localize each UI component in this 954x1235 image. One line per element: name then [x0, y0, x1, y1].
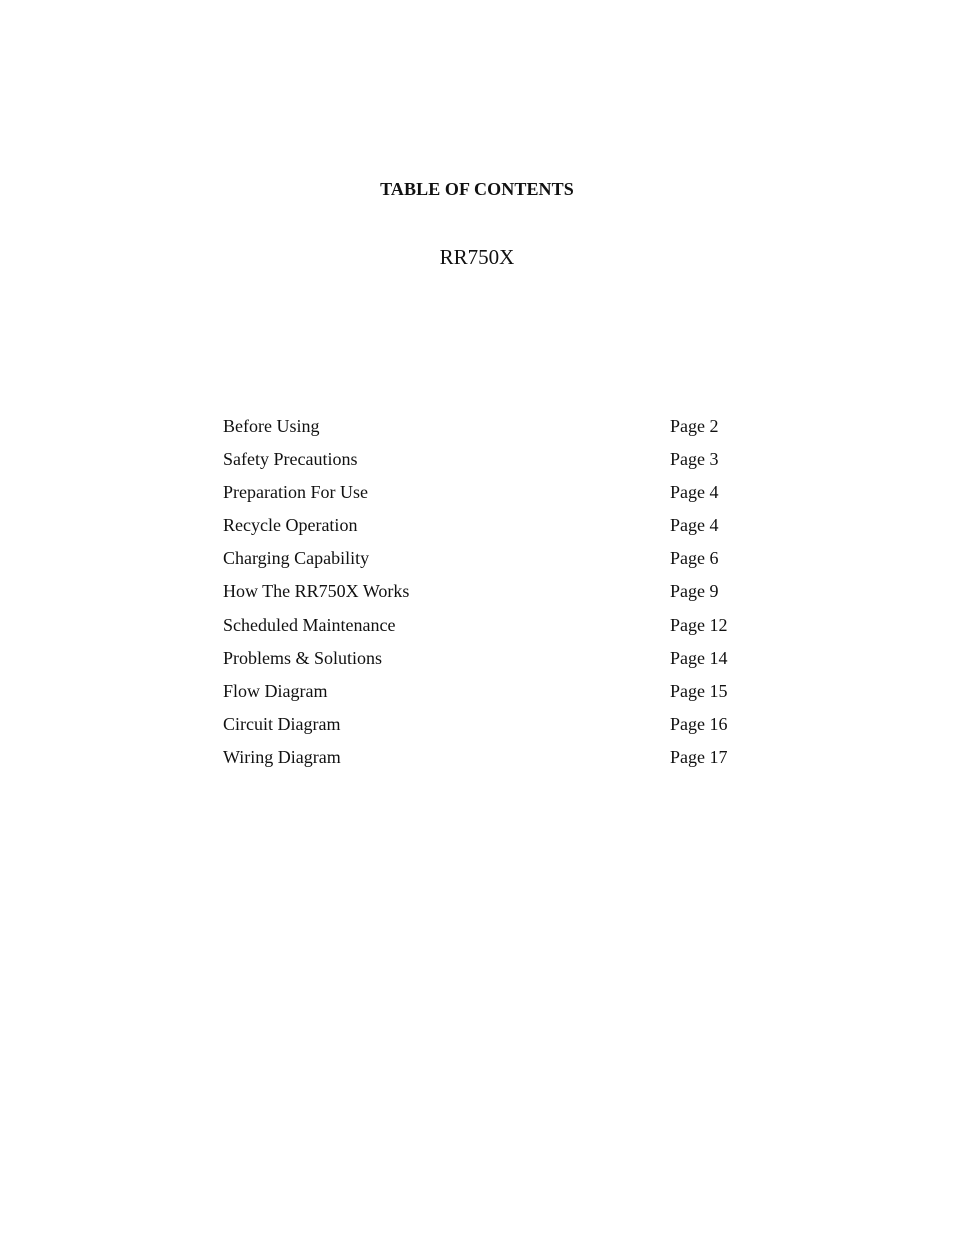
toc-entry: [223, 646, 743, 679]
model-name: RR750X: [439, 245, 515, 269]
toc-entry: [223, 414, 743, 447]
toc-entry-title: Recycle Operation: [223, 515, 358, 536]
toc-entry-page: Page 9: [670, 581, 719, 602]
toc-entry-page: Page 14: [670, 647, 728, 668]
toc-entry-page: Page 4: [670, 482, 719, 503]
toc-entry: [223, 513, 743, 546]
toc-entry-title: Wiring Diagram: [223, 746, 341, 767]
toc-entry-page: Page 3: [670, 449, 719, 470]
table-of-contents: [223, 414, 743, 778]
toc-entry-page: Page 2: [670, 416, 719, 436]
page-title: TABLE OF CONTENTS: [380, 179, 574, 199]
toc-entry: [223, 579, 743, 612]
toc-entry: [223, 712, 743, 745]
toc-entry-title: Before Using: [223, 416, 320, 436]
toc-entry-title: Problems & Solutions: [223, 647, 383, 668]
toc-entry: [223, 745, 743, 778]
toc-entry: [223, 480, 743, 513]
toc-entry-page: Page 16: [670, 713, 728, 734]
toc-entry-title: How The RR750X Works: [223, 581, 410, 602]
toc-entry-page: Page 12: [670, 614, 728, 635]
toc-entry-page: Page 6: [670, 548, 719, 569]
toc-entry-title: Charging Capability: [223, 548, 370, 569]
toc-entry: [223, 447, 743, 480]
toc-entry-title: Safety Precautions: [223, 449, 358, 470]
toc-entry-title: Circuit Diagram: [223, 713, 341, 734]
toc-entry: [223, 613, 743, 646]
toc-entry-title: Preparation For Use: [223, 482, 368, 503]
toc-entry: [223, 679, 743, 712]
toc-entry-page: Page 15: [670, 680, 728, 701]
toc-entry-title: Flow Diagram: [223, 680, 328, 701]
toc-entry-page: Page 17: [670, 746, 728, 767]
toc-entry: [223, 546, 743, 579]
toc-entry-page: Page 4: [670, 515, 719, 536]
toc-entry-title: Scheduled Maintenance: [223, 614, 396, 635]
